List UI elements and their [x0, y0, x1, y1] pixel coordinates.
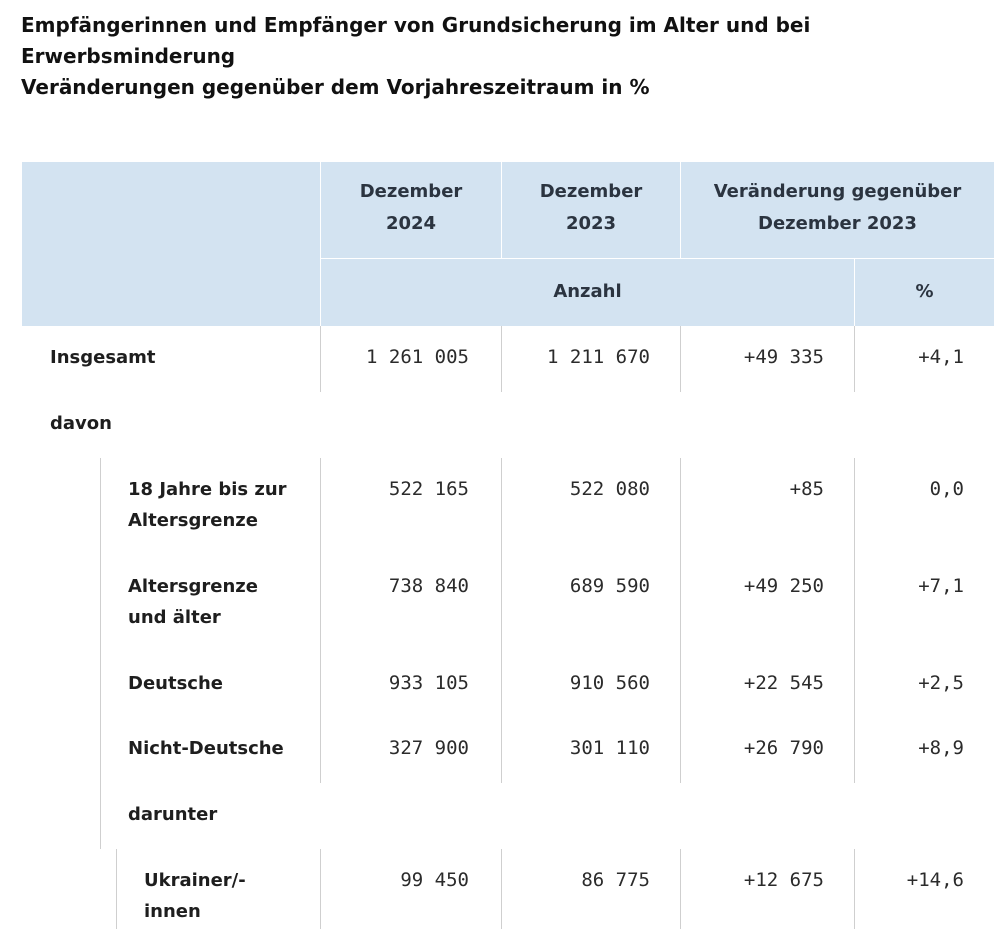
- header-dec2023-line2: 2023: [565, 213, 617, 234]
- title-line-2: Erwerbsminderung: [21, 44, 236, 68]
- row-label: [128, 571, 258, 633]
- header-change-line2: Dezember 2023: [758, 213, 917, 234]
- cell-dec2024: 738 840: [388, 575, 469, 597]
- cell-dec2024: 99 450: [400, 869, 469, 891]
- grid-line: [116, 849, 117, 929]
- title-line-3: Veränderungen gegenüber dem Vorjahreszeitraum in %: [21, 75, 650, 99]
- grid-line: [100, 458, 101, 849]
- grid-line: [680, 458, 681, 783]
- row-label: Deutsche: [128, 673, 223, 694]
- grid-line: [854, 849, 855, 929]
- cell-dec2024: 327 900: [388, 737, 469, 759]
- cell-dec2023: 1 211 670: [547, 346, 650, 368]
- row-label: Insgesamt: [50, 347, 156, 368]
- row-label-line1: Ukrainer/-: [144, 870, 246, 891]
- grid-line: [854, 458, 855, 783]
- header-change: [681, 176, 994, 240]
- header-dec2023-line1: Dezember: [539, 181, 643, 202]
- title-line-1: Empfängerinnen und Empfänger von Grundsicherung im Alter und bei: [21, 13, 811, 37]
- grid-line: [680, 849, 681, 929]
- cell-dec2023: 689 590: [569, 575, 650, 597]
- cell-percent: +14,6: [906, 869, 964, 891]
- row-label-line2: Altersgrenze: [128, 510, 258, 531]
- cell-percent: +4,1: [918, 346, 964, 368]
- cell-change: +49 250: [743, 575, 824, 597]
- cell-percent: +7,1: [918, 575, 964, 597]
- header-dec2023: [502, 176, 680, 240]
- row-label: [128, 474, 287, 536]
- cell-change: +12 675: [743, 869, 824, 891]
- cell-percent: +2,5: [918, 672, 964, 694]
- grid-line: [320, 849, 321, 929]
- grid-line: [501, 458, 502, 783]
- grid-line: [854, 326, 855, 392]
- header-anzahl: Anzahl: [553, 281, 622, 302]
- cell-dec2023: 910 560: [569, 672, 650, 694]
- grid-line: [320, 458, 321, 783]
- header-divider: [320, 258, 994, 259]
- row-label-line2: und älter: [128, 607, 221, 628]
- cell-change: +85: [789, 478, 824, 500]
- row-label: davon: [50, 413, 112, 434]
- row-label: darunter: [128, 804, 218, 825]
- grid-line: [501, 849, 502, 929]
- header-change-line1: Veränderung gegenüber: [713, 181, 962, 202]
- header-percent: %: [915, 281, 934, 302]
- header-dec2024-line2: 2024: [385, 213, 437, 234]
- row-label-line1: Altersgrenze: [128, 576, 258, 597]
- data-table: [22, 162, 994, 929]
- cell-dec2024: 933 105: [388, 672, 469, 694]
- row-label-line2: innen: [144, 901, 201, 922]
- cell-percent: +8,9: [918, 737, 964, 759]
- cell-change: +49 335: [743, 346, 824, 368]
- header-dec2024-line1: Dezember: [359, 181, 463, 202]
- row-label-line1: 18 Jahre bis zur: [128, 479, 287, 500]
- header-dec2024: [321, 176, 501, 240]
- grid-line: [320, 326, 321, 392]
- table-title: [21, 10, 981, 103]
- grid-line: [680, 326, 681, 392]
- cell-dec2023: 522 080: [569, 478, 650, 500]
- cell-dec2023: 86 775: [581, 869, 650, 891]
- cell-change: +26 790: [743, 737, 824, 759]
- grid-line: [501, 326, 502, 392]
- cell-dec2024: 1 261 005: [366, 346, 469, 368]
- cell-change: +22 545: [743, 672, 824, 694]
- row-label: Nicht-Deutsche: [128, 738, 284, 759]
- cell-dec2024: 522 165: [388, 478, 469, 500]
- cell-dec2023: 301 110: [569, 737, 650, 759]
- cell-percent: 0,0: [929, 478, 964, 500]
- row-label: [144, 865, 246, 927]
